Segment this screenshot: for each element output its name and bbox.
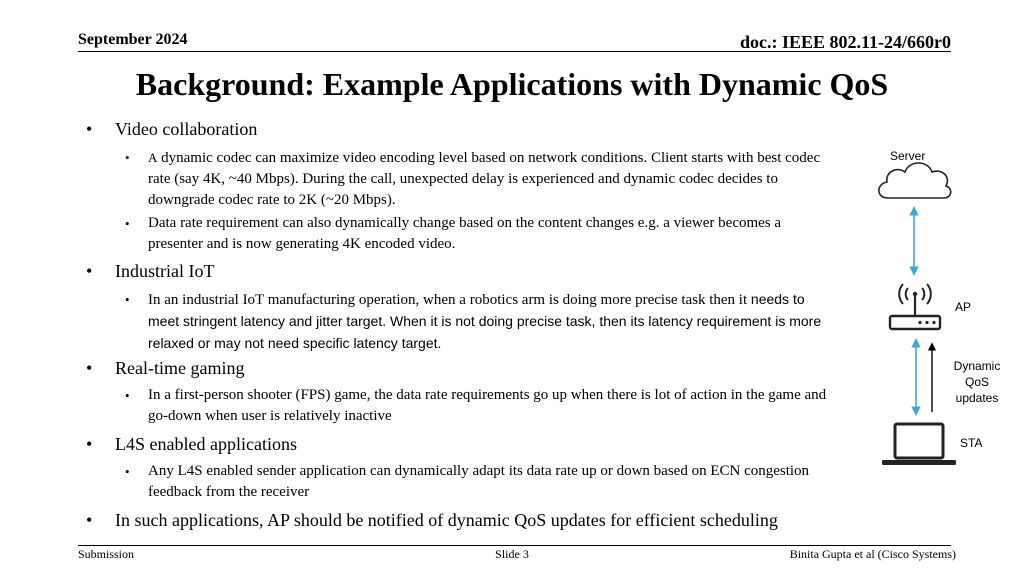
network-diagram [860, 140, 1024, 480]
diagram-graphics [860, 140, 1024, 480]
bullet-text: In such applications, AP should be notified of dynamic QoS updates for efficient scheduling [115, 510, 778, 530]
sub-bullet-text: Data rate requirement can also dynamically change based on the content changes e.g. a viewer becomes a presenter and is now generating 4K encoded video. [148, 215, 782, 252]
dynamic-qos-updates-label [940, 358, 1014, 406]
sub-bullet-dynamic-codec [125, 147, 835, 211]
bullet-marker: • [86, 434, 93, 454]
router-icon [890, 284, 940, 329]
sub-bullet-text-sans: needs to meet stringent latency and jitter target. When it is not doing precise task, then its latency requirement is more relaxed or may not need specific latency target. [148, 291, 822, 351]
dynamic-qos-label-line1: Dynamic QoS [953, 359, 1001, 389]
bullet-marker: • [86, 510, 93, 530]
sub-bullet-marker: • [125, 388, 130, 403]
server-label: Server [890, 149, 926, 163]
sta-label: STA [960, 436, 983, 450]
header-divider [78, 51, 951, 52]
sub-bullet-text: In an industrial IoT manufacturing operation, when a robotics arm is doing more precise task then it [148, 292, 748, 308]
laptop-icon [882, 424, 956, 465]
header-date: September 2024 [78, 31, 188, 48]
bullet-text: Industrial IoT [115, 261, 215, 281]
sub-bullet-marker: • [125, 464, 130, 479]
sub-bullet-marker: • [125, 150, 130, 165]
bullet-text: Real-time gaming [115, 358, 245, 378]
footer-submission: Submission [78, 547, 135, 561]
sub-bullet-fps-game [125, 385, 845, 427]
sub-bullet-marker: • [125, 216, 130, 231]
footer-divider [78, 545, 951, 546]
cloud-icon [879, 163, 951, 198]
footer-authors: Binita Gupta et al (Cisco Systems) [789, 547, 956, 561]
sub-bullet-text: In a first-person shooter (FPS) game, the data rate requirements go up when there is lot of action in the game and go-down when user is relatively inactive [148, 387, 827, 424]
bullet-text: L4S enabled applications [115, 434, 297, 454]
bullet-text: Video collaboration [115, 119, 258, 139]
sub-bullet-l4s-sender [125, 461, 835, 503]
ap-label: AP [955, 300, 972, 314]
footer-slide-number: Slide 3 [495, 547, 529, 561]
sub-bullet-initial: A [148, 150, 158, 165]
bullet-marker: • [86, 119, 93, 139]
sub-bullet-content-change [125, 213, 835, 255]
bullet-marker: • [86, 261, 93, 281]
sub-bullet-text: Any L4S enabled sender application can dynamically adapt its data rate up or down based on ECN congestion feedback from the receiver [148, 463, 810, 500]
slide-title: Background: Example Applications with Dynamic QoS [135, 66, 889, 102]
bullet-marker: • [86, 358, 93, 378]
sub-bullet-text: dynamic codec can maximize video encoding level based on network conditions. Client starts with best codec rate (say 4K, ~40 Mbps). During the call, unexpected delay is experienced and dynamic codec decides to downgrade codec rate to 2K (~20 Mbps). [148, 150, 821, 208]
dynamic-qos-label-line2: updates [955, 391, 999, 405]
sub-bullet-marker: • [125, 292, 130, 307]
sub-bullet-robotics-arm [125, 289, 835, 355]
header-doc-id: doc.: IEEE 802.11-24/660r0 [739, 32, 951, 52]
